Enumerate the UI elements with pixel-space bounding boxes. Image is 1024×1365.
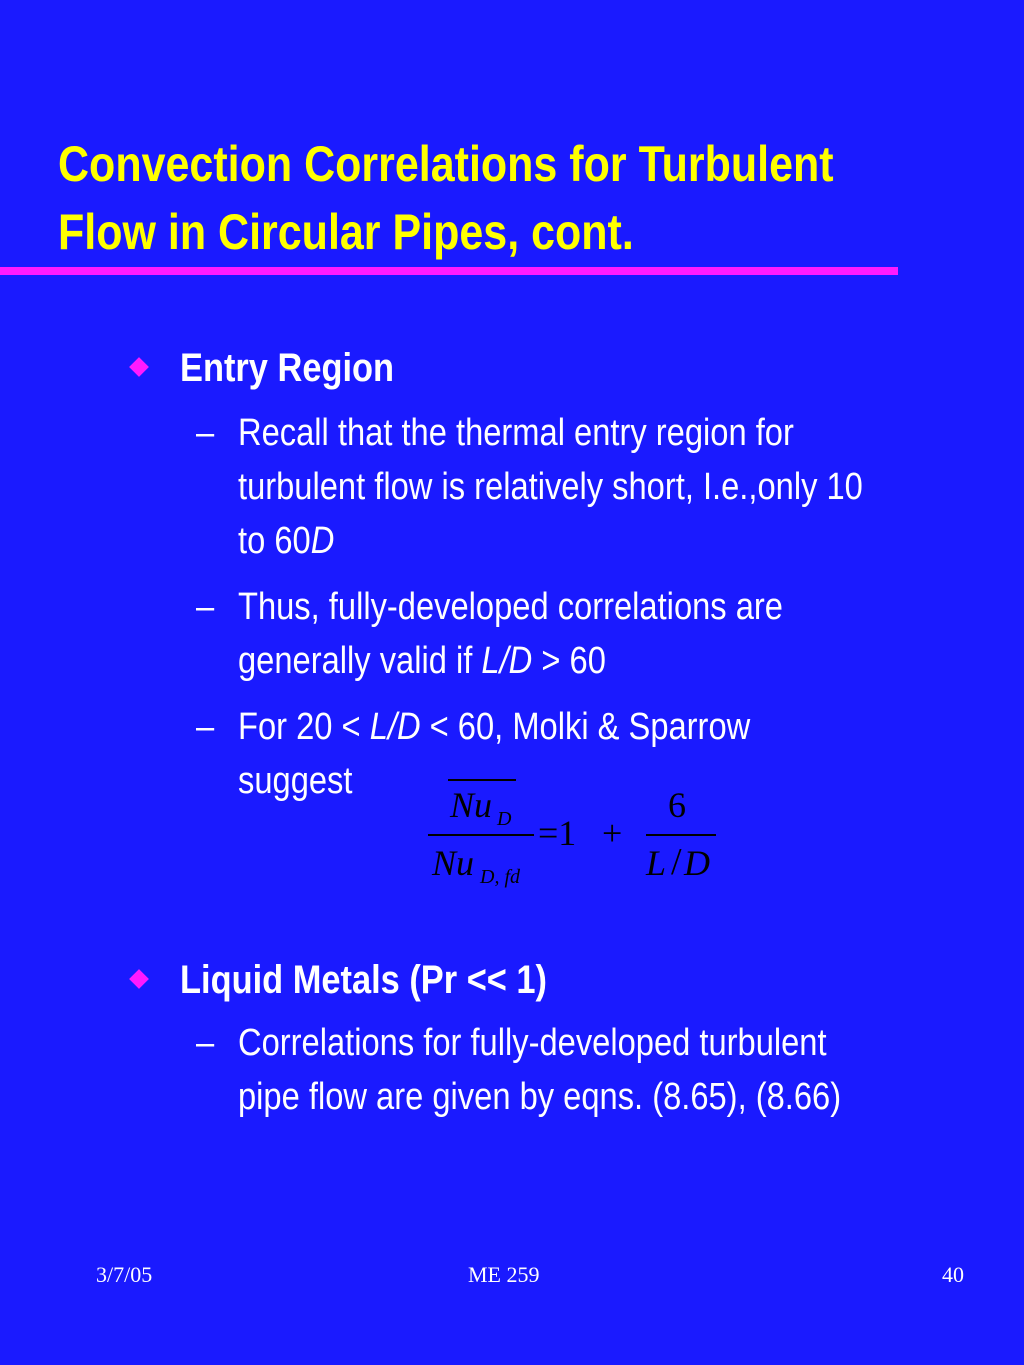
eq-frac-den-slash: / [671,841,682,883]
eq-frac-den-r: D [684,843,710,883]
dash-bullet: – [196,412,215,454]
title-underline [0,267,898,275]
mean-overbar [448,779,516,781]
eq-numerator-nu: Nu [450,785,493,825]
eq-frac-den-l: L [646,843,667,883]
list-item-recall: Recall that the thermal entry region for turbulent flow is relatively short, I.e.,only 10 to 60D [238,412,863,562]
eq-main-fraction-bar [428,834,534,836]
footer-date: 3/7/05 [96,1262,153,1287]
molki-sparrow-equation [420,770,730,900]
eq-equals-one: =1 [538,813,577,853]
title-line-1: Convection Correlations for Turbulent [58,136,834,192]
section-heading-liquid-metals: Liquid Metals (Pr << 1) [180,958,548,1002]
list-item-correlations: Correlations for fully-developed turbulent pipe flow are given by eqns. (8.65), (8.66) [238,1022,842,1118]
footer-page-number: 40 [942,1262,964,1287]
list-item-thus: Thus, fully-developed correlations are generally valid if L/D > 60 [238,586,783,682]
diamond-bullet-icon [129,969,149,989]
eq-denominator-nu: Nu [432,843,475,883]
eq-numerator-sub: D [497,808,512,830]
dash-bullet: – [196,1022,215,1064]
section-heading-entry-region: Entry Region [180,346,395,390]
dash-bullet: – [196,706,215,748]
list-item-molki-sparrow: For 20 < L/D < 60, Molki & Sparrow suggest [238,706,751,802]
slide-title [58,130,866,266]
diamond-bullet-icon [129,357,149,377]
dash-bullet: – [196,586,215,628]
eq-frac-numerator: 6 [668,785,686,825]
eq-denominator-sub: D, fd [480,866,520,888]
eq-frac-bar [646,834,716,836]
footer-course: ME 259 [468,1262,540,1287]
title-line-2: Flow in Circular Pipes, cont. [58,204,634,260]
eq-plus: + [602,813,623,853]
